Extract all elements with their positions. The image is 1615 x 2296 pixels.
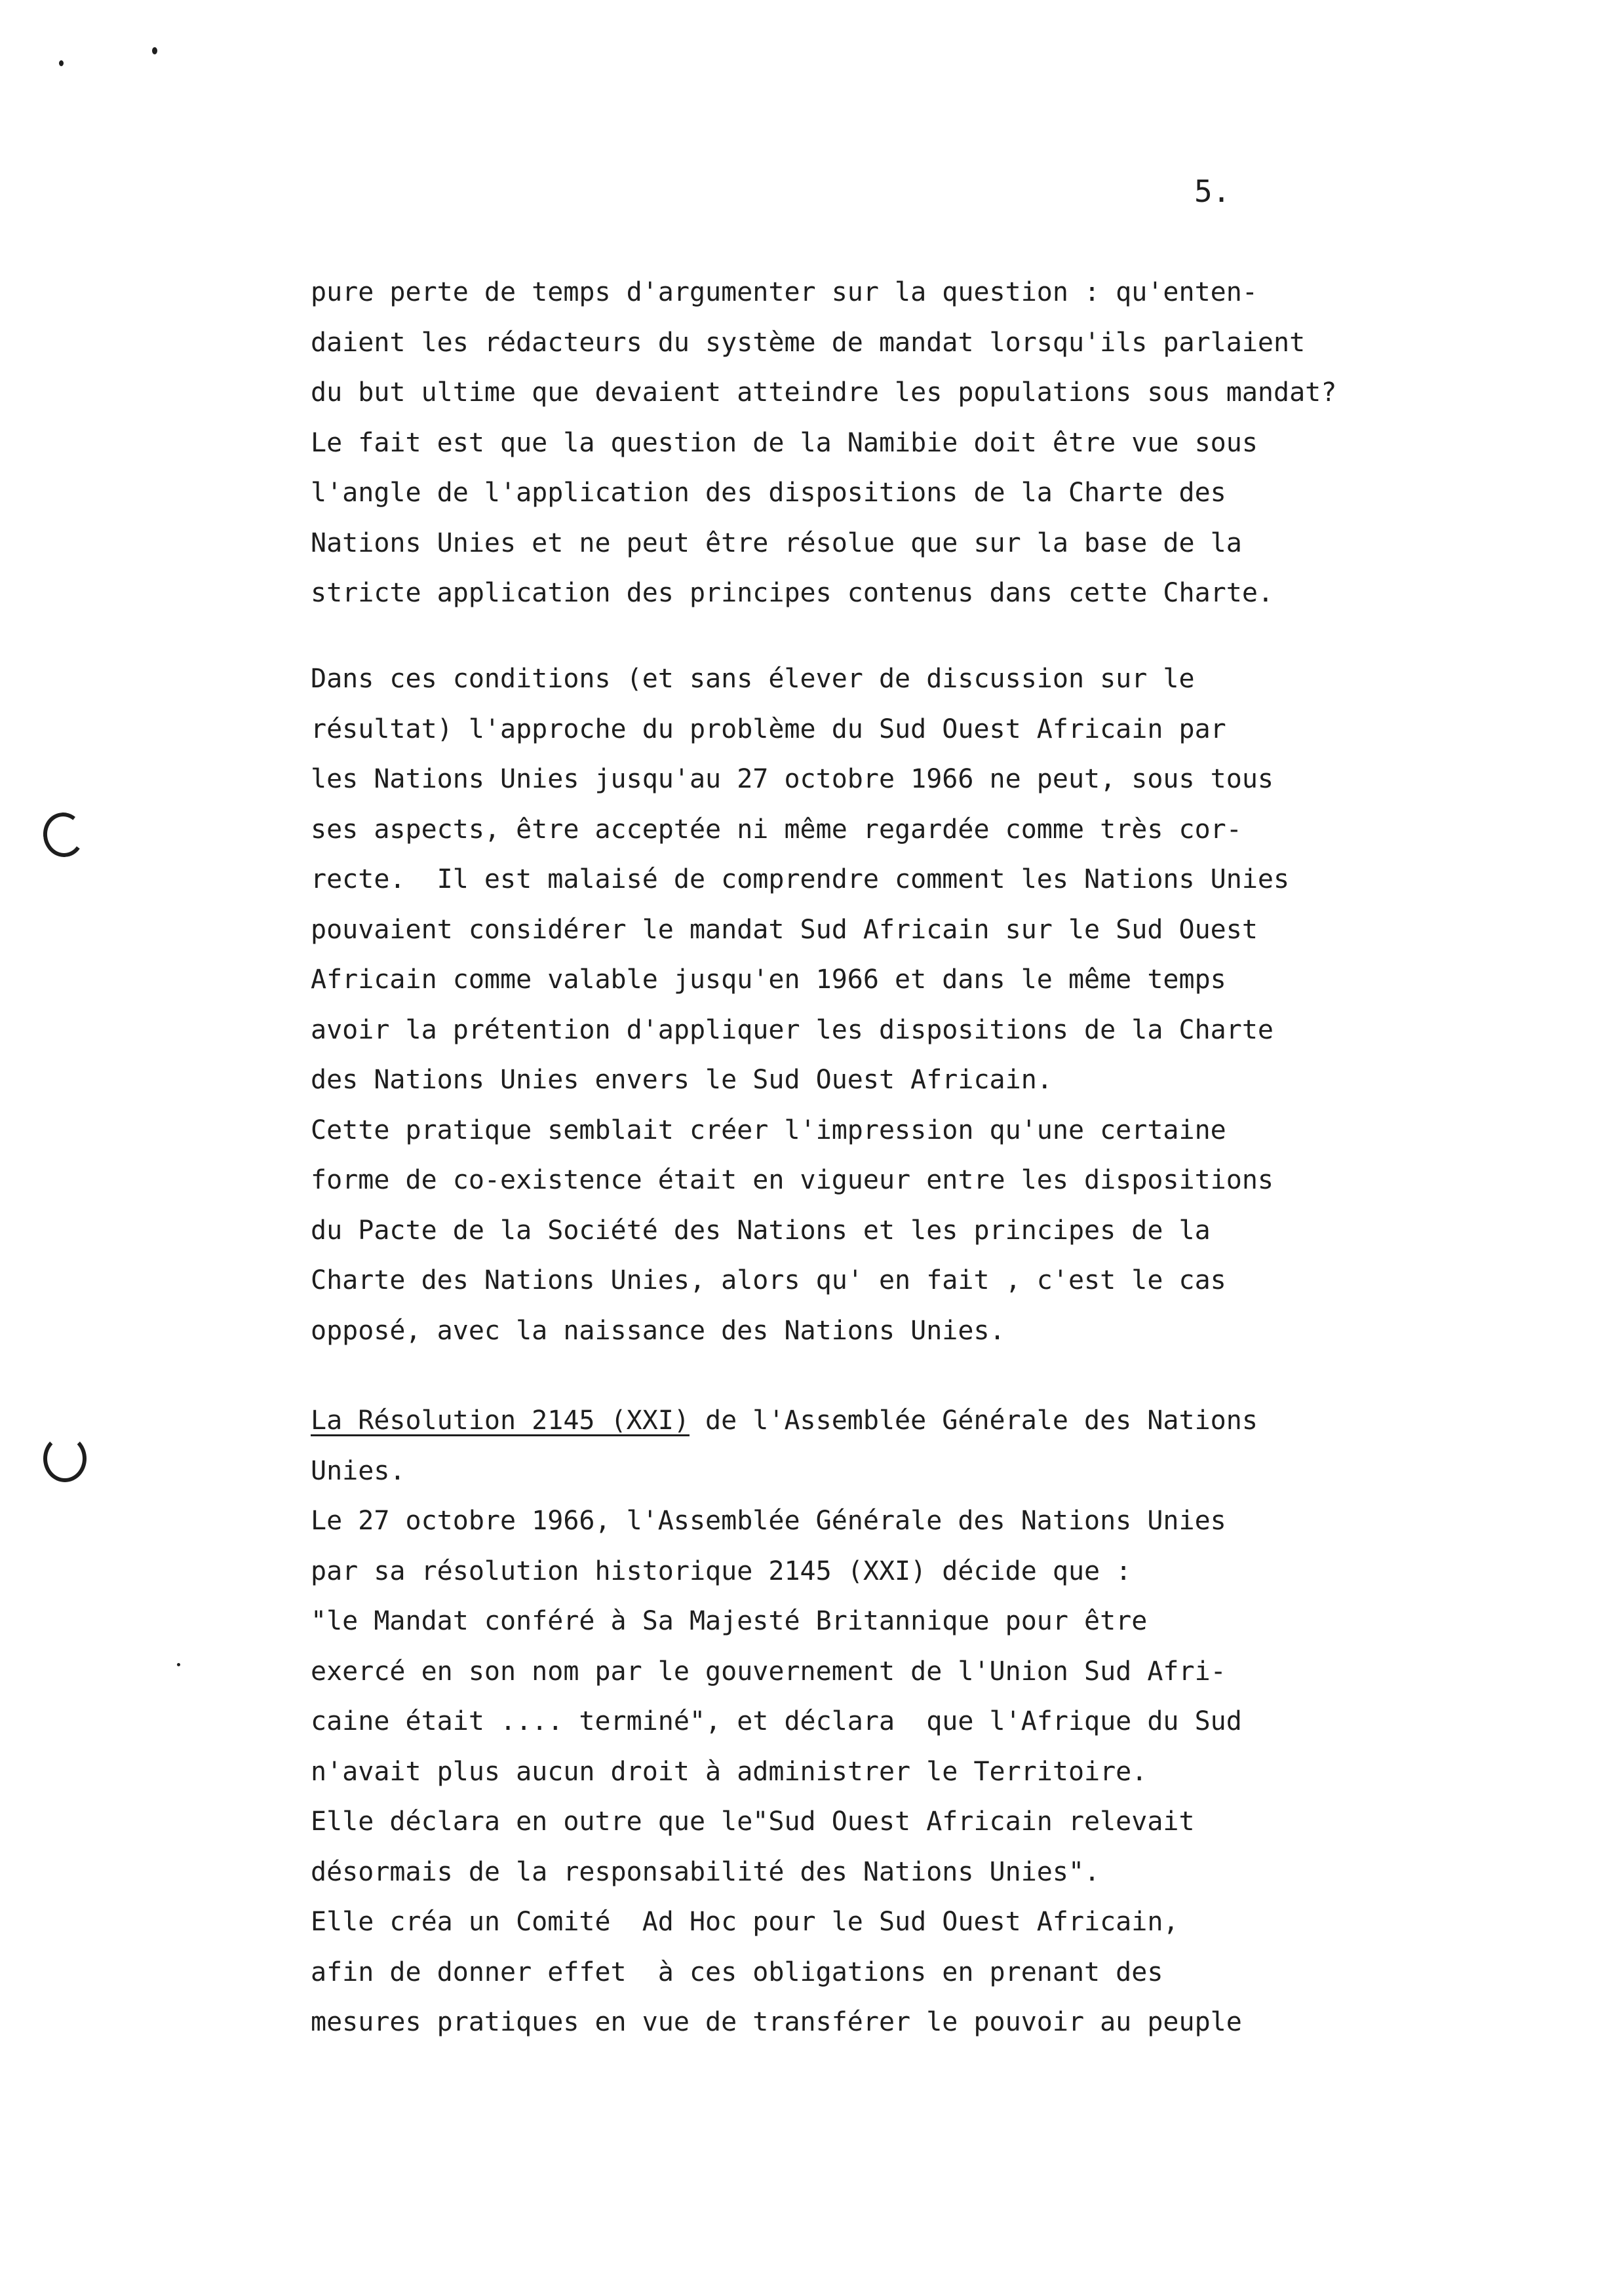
text-line: afin de donner effet à ces obligations en prenant des [311,1957,1163,1987]
text-line: stricte application des principes contenus dans cette Charte. [311,578,1274,608]
text-line: pouvaient considérer le mandat Sud Africain sur le Sud Ouest [311,914,1258,945]
text-line: Elle créa un Comité Ad Hoc pour le Sud Ouest Africain, [311,1907,1179,1937]
section-heading-underlined: La Résolution 2145 (XXI) [311,1406,690,1436]
text-line: daient les rédacteurs du système de mandat lorsqu'ils parlaient [311,327,1306,358]
text-line: par sa résolution historique 2145 (XXI) décide que : [311,1556,1132,1586]
text-line: Le 27 octobre 1966, l'Assemblée Générale des Nations Unies [311,1506,1226,1536]
text-line: Charte des Nations Unies, alors qu' en fait , c'est le cas [311,1265,1226,1295]
binder-hole-icon [43,1435,87,1482]
text-line: Africain comme valable jusqu'en 1966 et dans le même temps [311,965,1226,995]
text-line: désormais de la responsabilité des Nations Unies". [311,1856,1100,1887]
text-line: ses aspects, être acceptée ni même regardée comme très cor- [311,814,1242,845]
text-line: des Nations Unies envers le Sud Ouest Africain. [311,1065,1053,1095]
text-line: Dans ces conditions (et sans élever de discussion sur le [311,664,1195,694]
text-line: les Nations Unies jusqu'au 27 octobre 1966 ne peut, sous tous [311,764,1274,794]
text-line: Nations Unies et ne peut être résolue que sur la base de la [311,527,1242,558]
section-heading-rest: de l'Assemblée Générale des Nations [689,1406,1258,1436]
scan-speck [59,60,64,66]
paragraph-2 [311,654,1477,1356]
text-line: "le Mandat conféré à Sa Majesté Britannique pour être [311,1606,1148,1636]
section-heading [311,1396,1477,1446]
text-line: mesures pratiques en vue de transférer le pouvoir au peuple [311,2007,1242,2037]
text-line: Cette pratique semblait créer l'impression qu'une certaine [311,1115,1226,1145]
text-line: recte. Il est malaisé de comprendre comment les Nations Unies [311,864,1290,894]
text-line: opposé, avec la naissance des Nations Unies. [311,1315,1005,1346]
text-line: du Pacte de la Société des Nations et les principes de la [311,1215,1211,1246]
text-line: caine était .... terminé", et déclara que l'Afrique du Sud [311,1706,1242,1736]
text-line: pure perte de temps d'argumenter sur la question : qu'enten- [311,277,1258,307]
scan-speck [152,47,157,54]
text-line: l'angle de l'application des dispositions de la Charte des [311,478,1226,508]
binder-hole-icon [41,810,87,860]
text-line: n'avait plus aucun droit à administrer le Territoire. [311,1756,1148,1787]
text-line: exercé en son nom par le gouvernement de l'Union Sud Afri- [311,1656,1226,1687]
resolution-section [311,1396,1477,2048]
text-line: Elle déclara en outre que le"Sud Ouest Africain relevait [311,1807,1195,1837]
paragraph-1 [311,267,1477,619]
page-number: 5. [1194,174,1231,209]
scan-speck [177,1663,180,1666]
text-line: résultat) l'approche du problème du Sud Ouest Africain par [311,714,1226,744]
text-line: Le fait est que la question de la Namibie doit être vue sous [311,427,1258,458]
text-line: du but ultime que devaient atteindre les populations sous mandat? [311,377,1337,408]
section-heading-line-2: Unies. [311,1455,406,1486]
text-line: avoir la prétention d'appliquer les dispositions de la Charte [311,1014,1274,1045]
text-line: forme de co-existence était en vigueur entre les dispositions [311,1165,1274,1195]
